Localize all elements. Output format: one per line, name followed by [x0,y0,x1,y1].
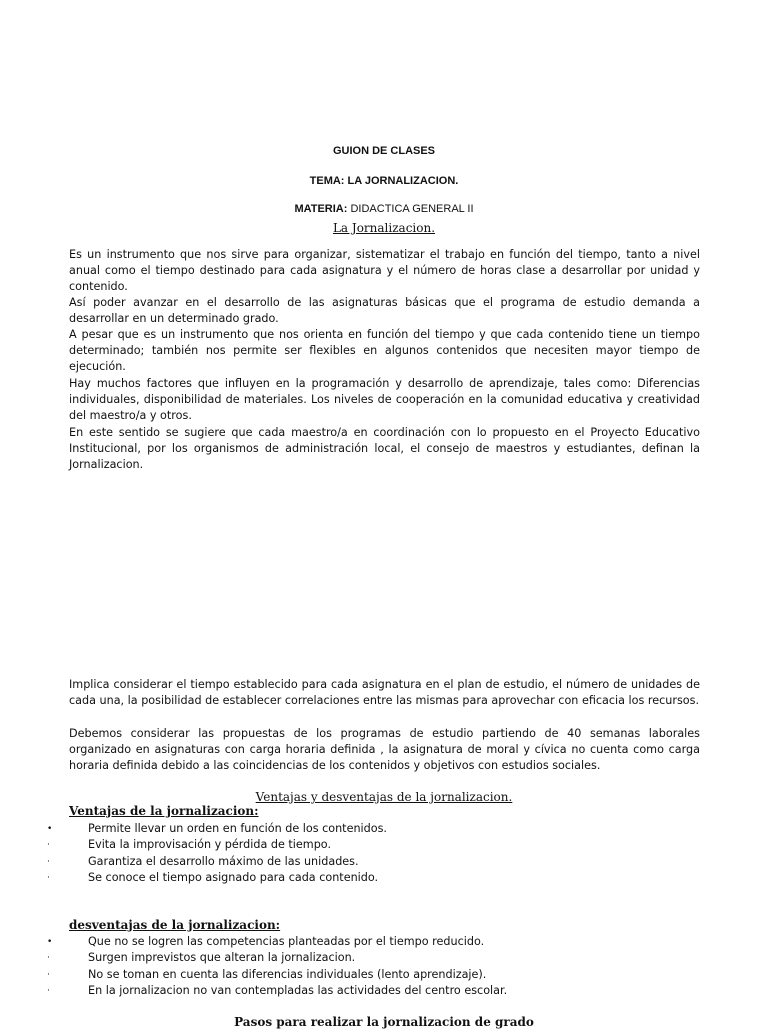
list-item: • Permite llevar un orden en función de los contenidos. [0,821,768,837]
next-section-title: Pasos para realizar la jornalizacion de grado [234,1015,534,1029]
bullet: • [47,824,53,834]
bullet: • [47,937,53,947]
intro-paragraph-2: Así poder avanzar en el desarrollo de las asignaturas básicas que el programa de estudio demanda a desarrollar en un determinado grado. [69,296,700,326]
list-item: · Se conoce el tiempo asignado para cada contenido. [0,870,768,886]
intro-paragraph-4: Hay muchos factores que influyen en la programación y desarrollo de aprendizaje, tales como: Diferencias individuales, disponibilidad de materiales. Los niveles de cooperación en la comunidad educativa y creatividad del maestro/a y otros. [69,377,700,423]
list-item: • Que no se logren las competencias planteadas por el tiempo reducido. [0,934,768,950]
intro-paragraph-1: Es un instrumento que nos sirve para organizar, sistematizar el trabajo en función del tiempo, tanto a nivel anual como el tiempo destinado para cada asignatura y el número de horas clase a desarrollar por unidad y contenido. [69,248,700,294]
list-item: · Surgen imprevistos que alteran la jornalizacion. [0,950,768,966]
ventajas-list [0,821,768,886]
list-item: · En la jornalizacion no van contempladas las actividades del centro escolar. [0,983,768,999]
second-paragraph-1: Implica considerar el tiempo establecido para cada asignatura en el plan de estudio, el número de unidades de cada una, la posibilidad de establecer correlaciones entre las mismas para aprovechar con eficacia los recursos. [69,678,700,708]
intro-paragraph-3: A pesar que es un instrumento que nos orienta en función del tiempo y que cada contenido tiene un tiempo determinado; también nos permite ser flexibles en algunos contenidos que necesiten mayor tiempo de ejecución. [69,328,700,374]
pros-cons-title: Ventajas y desventajas de la jornalizacion. [255,790,513,804]
doc-title: GUION DE CLASES [332,145,436,157]
second-paragraph-2: Debemos considerar las propuestas de los programas de estudio partiendo de 40 semanas laborales organizado en asignaturas con carga horaria definida , la asignatura de moral y cívica no cuenta como carga horaria definida debido a las coincidencias de los contenidos y objetivos con estudios sociales. [69,727,700,773]
bullet: · [47,856,50,867]
list-item: · Evita la improvisación y pérdida de tiempo. [0,837,768,853]
intro-paragraph-5: En este sentido se sugiere que cada maestro/a en coordinación con lo propuesto en el Proyecto Educativo Institucional, por los organismos de administración local, el consejo de maestros y estudiantes, definan la Jornalizacion. [69,426,700,472]
section-title: La Jornalizacion. [332,221,436,235]
list-item: · No se toman en cuenta las diferencias individuales (lento aprendizaje). [0,967,768,983]
materia-label: MATERIA: [294,203,348,215]
bullet: · [47,872,50,883]
bullet: · [47,985,50,996]
bullet: · [47,953,50,964]
desventajas-list [0,934,768,999]
bullet: · [47,840,50,851]
materia-value: DIDACTICA GENERAL II [350,203,474,215]
list-item: · Garantiza el desarrollo máximo de las unidades. [0,854,768,870]
desventajas-title: desventajas de la jornalizacion: [69,918,281,932]
materia-line [0,203,768,215]
bullet: · [47,969,50,980]
tema-line: TEMA: LA JORNALIZACION. [309,175,459,187]
ventajas-title: Ventajas de la jornalizacion: [69,804,259,818]
